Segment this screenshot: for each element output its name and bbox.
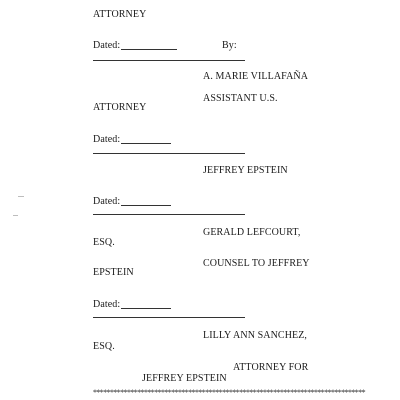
signer-name-villafana: A. MARIE VILLAFAÑA [203,71,309,82]
signer-title-4-cont: JEFFREY EPSTEIN [142,373,227,384]
signature-line-2[interactable] [93,153,245,154]
scan-mark [13,215,18,216]
signer-title-1-cont: ATTORNEY [93,102,147,113]
signer-name-sanchez-suffix: ESQ. [93,341,115,352]
signer-name-lefcourt: GERALD LEFCOURT, [203,227,301,238]
scan-mark [18,196,24,197]
signer-name-sanchez: LILLY ANN SANCHEZ, [203,330,308,341]
attorney-heading: ATTORNEY [93,9,147,20]
date-blank-2[interactable] [121,143,171,144]
date-blank-4[interactable] [121,308,171,309]
dated-label-2: Dated: [93,134,121,145]
date-blank-1[interactable] [121,49,177,50]
dated-label-1: Dated: [93,40,121,51]
dated-label-4: Dated: [93,299,121,310]
by-label: By: [222,40,237,51]
signature-line-1[interactable] [93,60,245,61]
signer-name-lefcourt-suffix: ESQ. [93,237,115,248]
signer-title-4: ATTORNEY FOR [233,362,309,373]
date-blank-3[interactable] [121,205,171,206]
signer-title-1: ASSISTANT U.S. [203,93,278,104]
asterisk-separator: ******************************************************************************** [93,388,366,397]
signature-line-3[interactable] [93,214,245,215]
signer-title-3-cont: EPSTEIN [93,267,134,278]
signer-title-3: COUNSEL TO JEFFREY [203,258,310,269]
signature-line-4[interactable] [93,317,245,318]
signer-name-epstein: JEFFREY EPSTEIN [203,165,288,176]
dated-label-3: Dated: [93,196,121,207]
